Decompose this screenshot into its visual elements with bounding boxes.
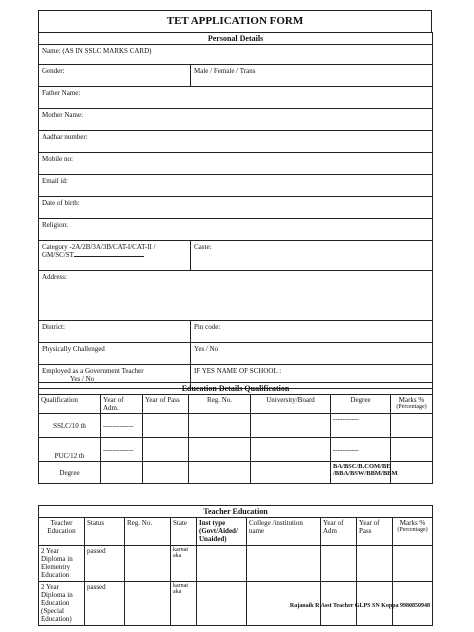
- edu-header-marks-sub: (Percentage): [396, 404, 427, 410]
- physically-challenged-options[interactable]: Yes / No: [191, 343, 433, 365]
- edu-row-puc-year-adm[interactable]: -------------: [101, 438, 143, 462]
- te-row-1-state[interactable]: karnat aka: [171, 546, 197, 582]
- te-row-1-course: 2 Year Diploma in Elementry Education: [39, 546, 85, 582]
- caste-field[interactable]: Caste:: [191, 241, 433, 271]
- te-row-1-status[interactable]: passed: [85, 546, 125, 582]
- mother-name-field[interactable]: Mother Name:: [39, 109, 433, 131]
- edu-row-puc-marks[interactable]: [391, 438, 433, 462]
- edu-header-university: University/Board: [251, 395, 331, 414]
- edu-row-degree-year-pass[interactable]: [143, 462, 189, 484]
- edu-row-sslc-year-pass[interactable]: [143, 414, 189, 438]
- te-row-2-state[interactable]: karnat aka: [171, 582, 197, 626]
- district-field[interactable]: District:: [39, 321, 191, 343]
- personal-details-table: [38, 32, 433, 389]
- employed-options[interactable]: Yes / No: [70, 375, 95, 383]
- edu-row-degree-options[interactable]: [331, 462, 398, 484]
- mobile-field[interactable]: Mobile no:: [39, 153, 433, 175]
- name-field[interactable]: Name: (AS IN SSLC MARKS CARD): [39, 45, 433, 65]
- te-row-1-inst-type[interactable]: [197, 546, 247, 582]
- te-header-state: State: [171, 518, 197, 546]
- te-header-inst-type: Inst type (Govt/Aided/ Unaided): [197, 518, 247, 546]
- edu-row-degree-year-adm[interactable]: [101, 462, 143, 484]
- edu-row-sslc-label: SSLC/10 th: [39, 414, 101, 438]
- gender-label: Gender:: [39, 65, 191, 87]
- category-label-2: GM/SC/ST: [42, 251, 74, 259]
- email-field[interactable]: Email id:: [39, 175, 433, 197]
- category-field[interactable]: [39, 241, 191, 271]
- te-row-1-year-pass[interactable]: [357, 546, 393, 582]
- edu-row-puc-university[interactable]: [251, 438, 331, 462]
- te-row-2-status[interactable]: passed: [85, 582, 125, 626]
- father-name-field[interactable]: Father Name:: [39, 87, 433, 109]
- te-header-reg: Reg. No.: [125, 518, 171, 546]
- teacher-education-heading: Teacher Education: [39, 506, 433, 518]
- dob-field[interactable]: Date of birth:: [39, 197, 433, 219]
- footer-credit: Rajanaik R Asst Teacher GLPS SN Koppa 9980850948: [289, 603, 430, 609]
- te-row-1-reg[interactable]: [125, 546, 171, 582]
- edu-row-puc-year-pass[interactable]: [143, 438, 189, 462]
- edu-header-reg-no: Reg. No.: [189, 395, 251, 414]
- edu-row-puc-degree[interactable]: -----------: [331, 438, 391, 462]
- te-row-1-college[interactable]: [247, 546, 321, 582]
- edu-row-degree-reg[interactable]: [189, 462, 251, 484]
- edu-header-year-pass: Year of Pass: [143, 395, 189, 414]
- te-header-year-pass: Year of Pass: [357, 518, 393, 546]
- te-row-1-year-adm[interactable]: [321, 546, 357, 582]
- te-header-marks: [393, 518, 433, 546]
- te-row-2-course: 2 Year Diploma in Education (Special Education): [39, 582, 85, 626]
- edu-row-sslc-reg[interactable]: [189, 414, 251, 438]
- te-row-1-marks[interactable]: [393, 546, 433, 582]
- edu-row-puc-label: PUC/12 th: [39, 438, 101, 462]
- edu-header-year-adm: Year of Adm.: [101, 395, 143, 414]
- edu-header-degree: Degree: [331, 395, 391, 414]
- aadhar-field[interactable]: Aadhar number:: [39, 131, 433, 153]
- gender-options[interactable]: Male / Female / Trans: [191, 65, 433, 87]
- te-header-college: College /institution name: [247, 518, 321, 546]
- personal-details-heading: Personal Details: [39, 33, 433, 45]
- edu-row-sslc-university[interactable]: [251, 414, 331, 438]
- form-title: TET APPLICATION FORM: [38, 10, 432, 32]
- pincode-field[interactable]: Pin code:: [191, 321, 433, 343]
- te-header-status: Status: [85, 518, 125, 546]
- te-header-year-adm: Year of Adm: [321, 518, 357, 546]
- category-blank[interactable]: [74, 251, 144, 257]
- edu-row-sslc-year-adm[interactable]: -------------: [101, 414, 143, 438]
- te-row-2-reg[interactable]: [125, 582, 171, 626]
- education-table: [38, 382, 433, 484]
- edu-row-sslc-degree[interactable]: -----------: [331, 414, 391, 438]
- te-header-course: Teacher Education: [39, 518, 85, 546]
- te-header-marks-sub: (Percentage): [397, 527, 428, 533]
- address-field[interactable]: Address:: [39, 271, 433, 321]
- edu-row-degree-label: Degree: [39, 462, 101, 484]
- edu-header-qualification: Qualification: [39, 395, 101, 414]
- edu-row-puc-reg[interactable]: [189, 438, 251, 462]
- edu-row-degree-university[interactable]: [251, 462, 331, 484]
- category-label: Category -2A/2B/3A/3B/CAT-I/CAT-II /: [42, 243, 156, 251]
- religion-field[interactable]: Religion:: [39, 219, 433, 241]
- edu-row-sslc-marks[interactable]: [391, 414, 433, 438]
- degree-options-line-2: /BBA/BSW/BBM/BBM: [333, 470, 398, 477]
- degree-options-line-1: BA/BSC/B.COM/BE: [333, 463, 391, 470]
- school-name-field[interactable]: IF YES NAME OF SCHOOL :: [191, 365, 433, 389]
- te-header-marks-label: Marks %: [399, 519, 426, 527]
- edu-header-marks-label: Marks %: [398, 396, 425, 404]
- education-heading: Education Details Qualification: [39, 383, 433, 395]
- edu-header-marks: [391, 395, 433, 414]
- te-row-2-inst-type[interactable]: [197, 582, 247, 626]
- employed-label: Employed as a Government Teacher: [42, 367, 144, 375]
- physically-challenged-label: Physically Challenged: [39, 343, 191, 365]
